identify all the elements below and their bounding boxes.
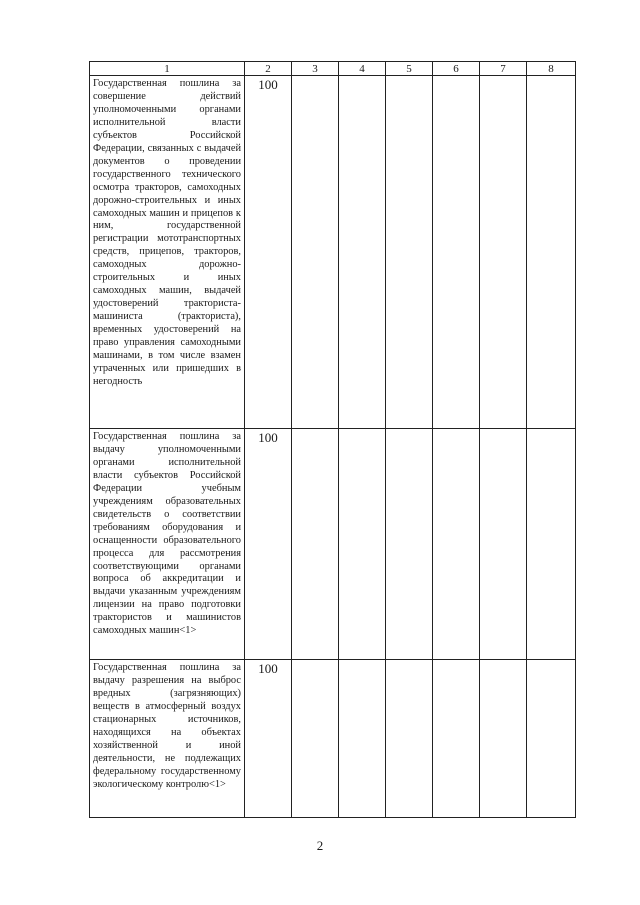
empty-cell (480, 429, 527, 660)
empty-cell (386, 660, 433, 818)
empty-cell (339, 660, 386, 818)
column-header: 2 (245, 62, 292, 76)
empty-cell (386, 76, 433, 429)
empty-cell (527, 660, 576, 818)
column-header: 1 (90, 62, 245, 76)
empty-cell (480, 660, 527, 818)
fee-description: Государственная пошлина за выдачу разрешения на выброс вредных (загрязняющих) веществ в атмосферный воздух стационарных источников, находящихся на объектах хозяйственной и иной деятельности, не подлежащих федеральному государственному экологическому контролю<1> (90, 660, 245, 818)
column-header: 5 (386, 62, 433, 76)
column-header: 3 (292, 62, 339, 76)
empty-cell (480, 76, 527, 429)
empty-cell (433, 429, 480, 660)
fee-value: 100 (245, 76, 292, 429)
empty-cell (527, 429, 576, 660)
page-number: 2 (316, 838, 324, 853)
column-header: 8 (527, 62, 576, 76)
column-header: 7 (480, 62, 527, 76)
fee-description: Государственная пошлина за выдачу уполномоченными органами исполнительной власти субъектов Российской Федерации учебным учреждениям образовательных свидетельств о соответствии требованиям оборудования и оснащенности образовательного процесса для рассмотрения соответствующими органами вопроса об аккредитации и выдачи указанным учреждениям лицензии на право подготовки трактористов и машинистов самоходных машин<1> (90, 429, 245, 660)
fee-description: Государственная пошлина за совершение действий уполномоченными органами исполнительной власти субъектов Российской Федерации, связанных с выдачей документов о проведении государственного технического осмотра тракторов, самоходных дорожно-строительных и иных самоходных машин и прицепов к ним, государственной регистрации мототранспортных средств, прицепов, тракторов, самоходных дорожно-строительных и иных самоходных машин, выдачей удостоверений тракториста-машиниста (тракториста), временных удостоверений на право управления самоходными машинами, в том числе взамен утраченных или пришедших в негодность (90, 76, 245, 429)
empty-cell (433, 76, 480, 429)
table-row (90, 429, 576, 660)
empty-cell (292, 429, 339, 660)
fee-value: 100 (245, 660, 292, 818)
fee-value: 100 (245, 429, 292, 660)
empty-cell (433, 660, 480, 818)
empty-cell (292, 76, 339, 429)
empty-cell (292, 660, 339, 818)
empty-cell (527, 76, 576, 429)
table-row (90, 76, 576, 429)
column-header: 4 (339, 62, 386, 76)
empty-cell (339, 76, 386, 429)
empty-cell (386, 429, 433, 660)
fee-table (89, 61, 576, 818)
column-header: 6 (433, 62, 480, 76)
empty-cell (339, 429, 386, 660)
table-row (90, 660, 576, 818)
table-header-row (90, 62, 576, 76)
